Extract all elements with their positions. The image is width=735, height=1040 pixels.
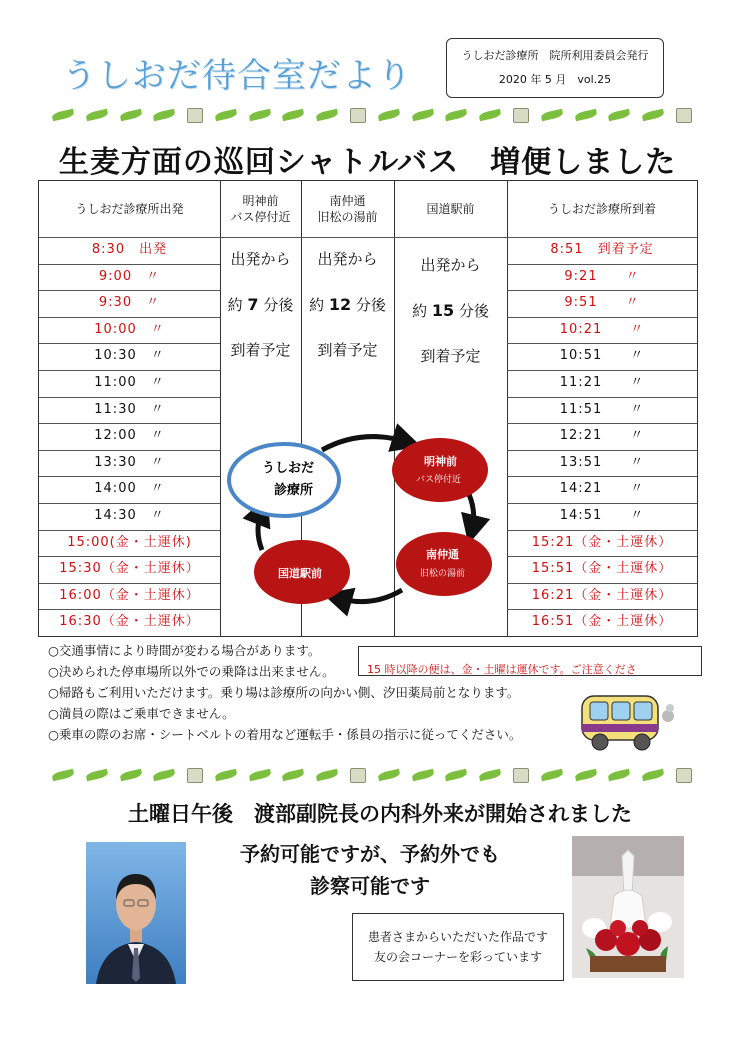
node-clinic: [229, 444, 339, 516]
node-minami: [396, 532, 492, 596]
publisher-text: うしおだ診療所 院所利用委員会発行: [461, 49, 649, 62]
depart-time: 10:00 〃: [94, 321, 165, 337]
node-myojin-label2: バス停付近: [416, 475, 462, 485]
depart-time: 9:00 〃: [98, 268, 161, 284]
headline: 生麦方面の巡回シャトルバス 増便しました: [58, 145, 677, 180]
tea-cup-icon: [350, 768, 366, 783]
kokudo-info: 出発から 約 15 分後 到着予定: [412, 256, 489, 365]
arrive-time: 9:21 〃: [564, 268, 640, 284]
arrive-time: 14:21 〃: [559, 481, 645, 497]
tea-cup-icon: [513, 108, 529, 123]
tea-cup-icon: [513, 768, 529, 783]
node-clinic-label: うしおだ: [262, 461, 315, 476]
route-arrow: [467, 490, 474, 530]
depart-time: 12:00 〃: [94, 428, 165, 444]
section2-title: 土曜日午後 渡部副院長の内科外来が開始されました: [128, 802, 632, 826]
myojin-info: 出発から 約 7 分後 到着予定: [227, 250, 294, 359]
arrive-time: 10:21 〃: [559, 321, 645, 337]
note-item: ○交通事情により時間が変わる場合があります。: [48, 643, 321, 658]
minami-info: 出発から 約 12 分後 到着予定: [309, 250, 386, 359]
col-myojin: 明神前 バス停付近: [230, 194, 291, 224]
arrive-time: 8:51 到着予定: [550, 242, 654, 257]
arrive-time: 10:51 〃: [559, 348, 645, 364]
node-minami-label: 南仲通: [426, 548, 459, 561]
arrive-time: 13:51 〃: [559, 454, 645, 470]
depart-time: 10:30 〃: [94, 348, 165, 364]
node-minami-label2: 旧松の湯前: [420, 569, 466, 579]
arrive-time: 16:21（金・土運休）: [531, 587, 673, 603]
depart-time: 13:30 〃: [94, 454, 165, 470]
arrive-time: 16:51（金・土運休）: [531, 614, 673, 630]
bus-illustration: [578, 688, 678, 758]
node-kokudo-label: 国道駅前: [278, 567, 322, 580]
arrive-time: 9:51 〃: [564, 295, 640, 311]
arrive-time: 15:51（金・土運休）: [531, 561, 673, 577]
issue-text: 2020 年 5 月 vol.25: [498, 73, 612, 86]
depart-time: 15:00(金・土運休): [67, 534, 192, 550]
arrive-time: 14:51 〃: [559, 508, 645, 523]
arrive-time: 12:21 〃: [559, 428, 645, 444]
node-clinic-label2: 診療所: [274, 483, 314, 498]
tea-cup-icon: [187, 108, 203, 123]
leaf-divider-bottom: [52, 768, 692, 782]
depart-time: 16:00（金・土運休）: [59, 587, 200, 603]
arrive-time: 11:51 〃: [559, 401, 645, 417]
depart-time: 9:30 〃: [98, 295, 161, 311]
caption-line: 患者さまからいただいた作品です: [367, 930, 548, 944]
col-minami: 南仲通 旧松の湯前: [317, 194, 378, 224]
depart-time: 11:30 〃: [94, 401, 165, 417]
caption-line: 友の会コーナーを彩っています: [373, 950, 542, 964]
arrive-time: 11:21 〃: [559, 375, 645, 390]
depart-time: 8:30 出発: [91, 242, 168, 257]
section2-subtitle: 予約可能ですが、予約外でも 診察可能です: [240, 842, 500, 898]
flower-artwork-photo: [572, 836, 684, 978]
doctor-photo: [86, 842, 186, 984]
col-depart: うしおだ診療所出発: [75, 202, 184, 216]
depart-time: 14:30 〃: [94, 508, 165, 523]
masthead-title: うしおだ待合室だより: [62, 56, 412, 96]
leaf-divider-top: [52, 108, 692, 122]
note-item: ○乗車の際のお席・シートベルトの着用など運転手・係員の指示に従ってください。: [48, 727, 522, 742]
publisher-box: [446, 38, 664, 98]
note-item: ○決められた停車場所以外での乗降は出来ません。: [48, 664, 335, 679]
arrive-time: 15:21（金・土運休）: [531, 534, 673, 550]
depart-time: 16:30（金・土運休）: [59, 614, 200, 630]
tea-cup-icon: [676, 108, 692, 123]
notice-text: 15 時以降の便は、金・土曜は運休です。ご注意くださ: [367, 663, 637, 676]
tea-cup-icon: [350, 108, 366, 123]
route-diagram: [222, 420, 502, 630]
depart-time: 11:00 〃: [94, 375, 165, 390]
node-myojin: [392, 438, 488, 502]
note-item: ○帰路もご利用いただけます。乗り場は診療所の向かい側、汐田薬局前となります。: [48, 685, 520, 700]
note-item: ○満員の際はご乗車できません。: [48, 706, 235, 721]
node-myojin-label: 明神前: [424, 455, 457, 468]
depart-time: 15:30（金・土運休）: [59, 561, 200, 577]
tea-cup-icon: [676, 768, 692, 783]
col-arrive: うしおだ診療所到着: [547, 202, 656, 216]
route-arrow: [258, 510, 262, 550]
photo-caption-box: [352, 913, 564, 981]
route-arrow: [337, 590, 402, 602]
route-arrow: [322, 437, 407, 450]
notice-box: [358, 646, 702, 676]
col-kokudo: 国道駅前: [426, 202, 475, 216]
tea-cup-icon: [187, 768, 203, 783]
depart-time: 14:00 〃: [94, 481, 165, 497]
